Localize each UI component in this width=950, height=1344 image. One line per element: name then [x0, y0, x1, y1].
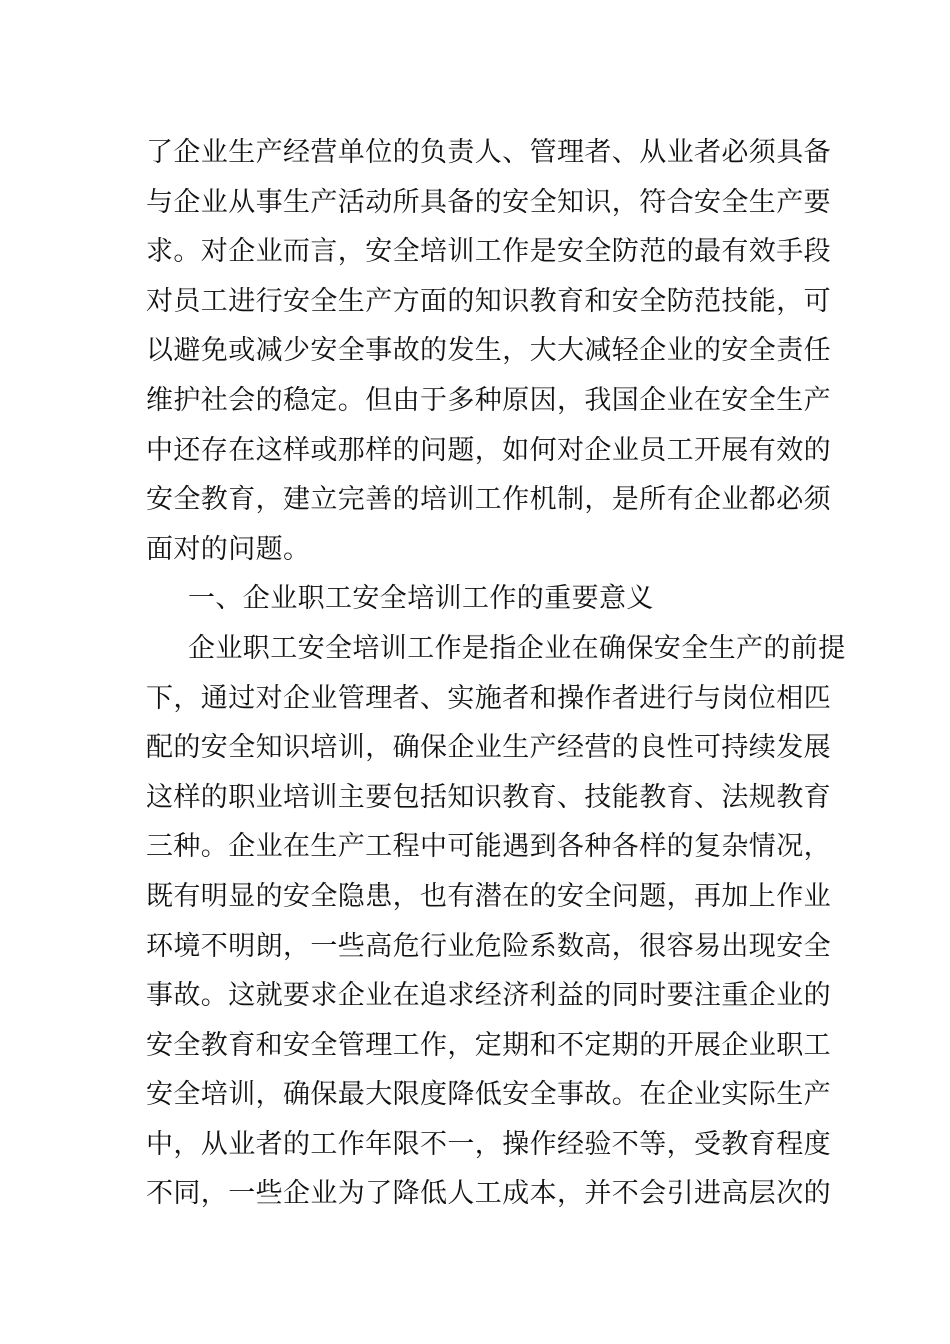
text-line: 下，通过对企业管理者、实施者和操作者进行与岗位相匹 — [146, 682, 831, 714]
paragraph-first-line: 企业职工安全培训工作是指企业在确保安全生产的前提 — [188, 632, 846, 664]
text-line: 与企业从事生产活动所具备的安全知识，符合安全生产要 — [146, 186, 831, 218]
text-line: 三种。企业在生产工程中可能遇到各种各样的复杂情况， — [146, 831, 831, 863]
text-line: 面对的问题。 — [146, 533, 311, 565]
text-line: 对员工进行安全生产方面的知识教育和安全防范技能，可 — [146, 285, 831, 317]
text-line: 不同，一些企业为了降低人工成本，并不会引进高层次的 — [146, 1178, 831, 1210]
text-line: 既有明显的安全隐患，也有潜在的安全问题，再加上作业 — [146, 880, 831, 912]
text-line: 安全教育，建立完善的培训工作机制，是所有企业都必须 — [146, 484, 831, 516]
text-line: 中，从业者的工作年限不一，操作经验不等，受教育程度 — [146, 1128, 831, 1160]
text-line: 以避免或减少安全事故的发生，大大减轻企业的安全责任 — [146, 335, 831, 367]
text-line: 环境不明朗，一些高危行业危险系数高，很容易出现安全 — [146, 930, 831, 962]
text-line: 这样的职业培训主要包括知识教育、技能教育、法规教育 — [146, 781, 831, 813]
text-line: 事故。这就要求企业在追求经济利益的同时要注重企业的 — [146, 980, 831, 1012]
text-line: 中还存在这样或那样的问题，如何对企业员工开展有效的 — [146, 434, 831, 466]
body-text — [146, 128, 846, 1219]
text-line: 安全培训，确保最大限度降低安全事故。在企业实际生产 — [146, 1079, 831, 1111]
text-line: 维护社会的稳定。但由于多种原因，我国企业在安全生产 — [146, 384, 831, 416]
text-line: 安全教育和安全管理工作，定期和不定期的开展企业职工 — [146, 1029, 831, 1061]
section-heading: 一、企业职工安全培训工作的重要意义 — [188, 583, 654, 615]
text-line: 了企业生产经营单位的负责人、管理者、从业者必须具备 — [146, 137, 831, 168]
text-line: 配的安全知识培训，确保企业生产经营的良性可持续发展 — [146, 732, 831, 764]
text-line: 求。对企业而言，安全培训工作是安全防范的最有效手段 — [146, 236, 831, 268]
